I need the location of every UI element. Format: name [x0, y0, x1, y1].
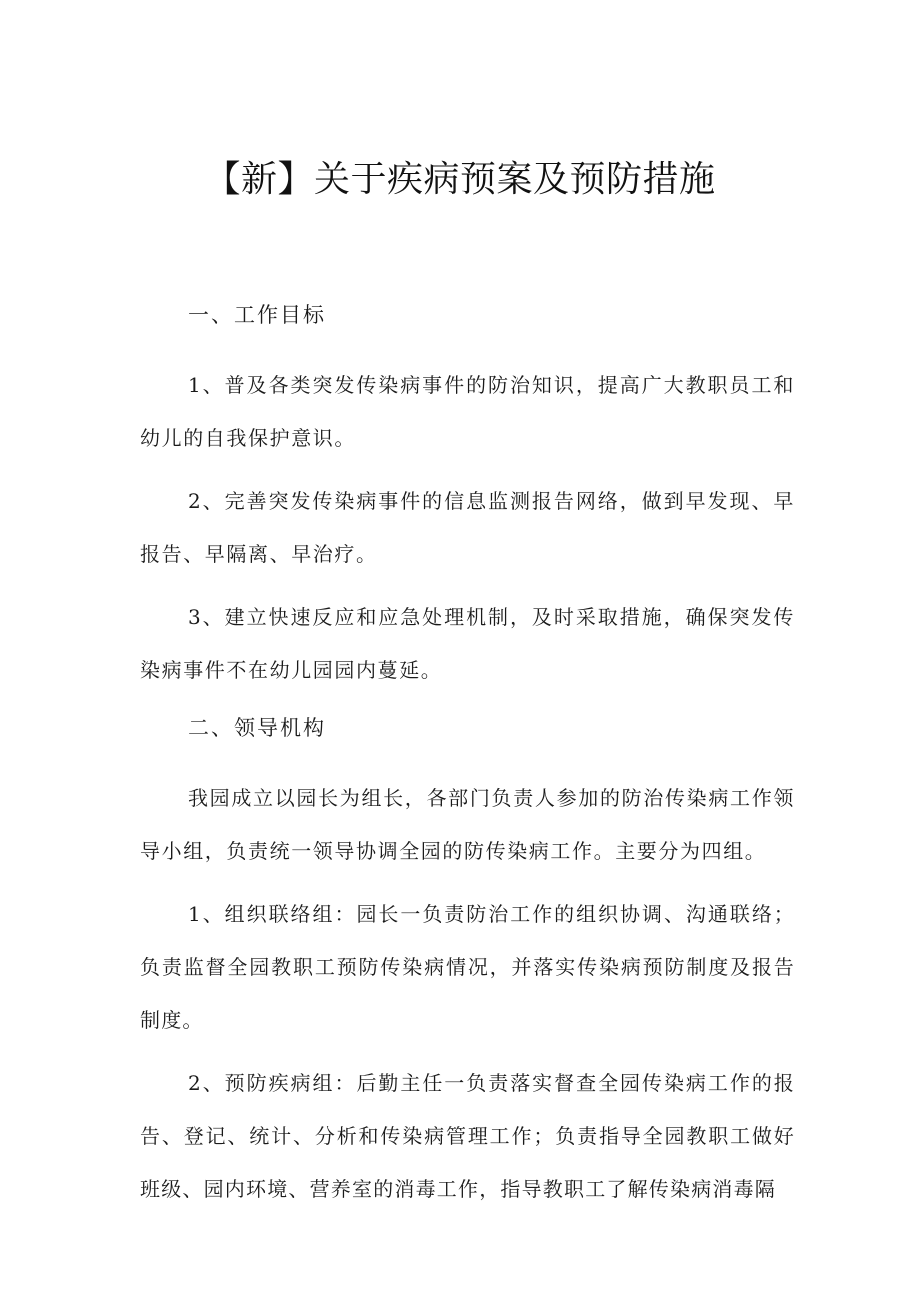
paragraph: 2、预防疾病组：后勤主任一负责落实督查全园传染病工作的报告、登记、统计、分析和传染病管理工作；负责指导全园教职工做好班级、园内环境、营养室的消毒工作，指导教职工了解传染病消毒隔 — [140, 1071, 795, 1201]
paragraph: 3、建立快速反应和应急处理机制，及时采取措施，确保突发传染病事件不在幼儿园园内蔓延。 — [140, 605, 795, 682]
paragraph: 我园成立以园长为组长，各部门负责人参加的防治传染病工作领导小组，负责统一领导协调全园的防传染病工作。主要分为四组。 — [140, 786, 795, 863]
document-body — [140, 294, 795, 1226]
document-title: 【新】关于疾病预案及预防措施 — [204, 159, 716, 200]
paragraph: 2、完善突发传染病事件的信息监测报告网络，做到早发现、早报告、早隔离、早治疗。 — [140, 489, 795, 566]
section-heading: 二、领导机构 — [188, 716, 326, 740]
paragraph: 1、普及各类突发传染病事件的防治知识，提高广大教职员工和幼儿的自我保护意识。 — [140, 373, 795, 450]
paragraph: 1、组织联络组：园长一负责防治工作的组织协调、沟通联络；负责监督全园教职工预防传染病情况，并落实传染病预防制度及报告制度。 — [140, 902, 795, 1032]
section-heading: 一、工作目标 — [188, 303, 326, 327]
